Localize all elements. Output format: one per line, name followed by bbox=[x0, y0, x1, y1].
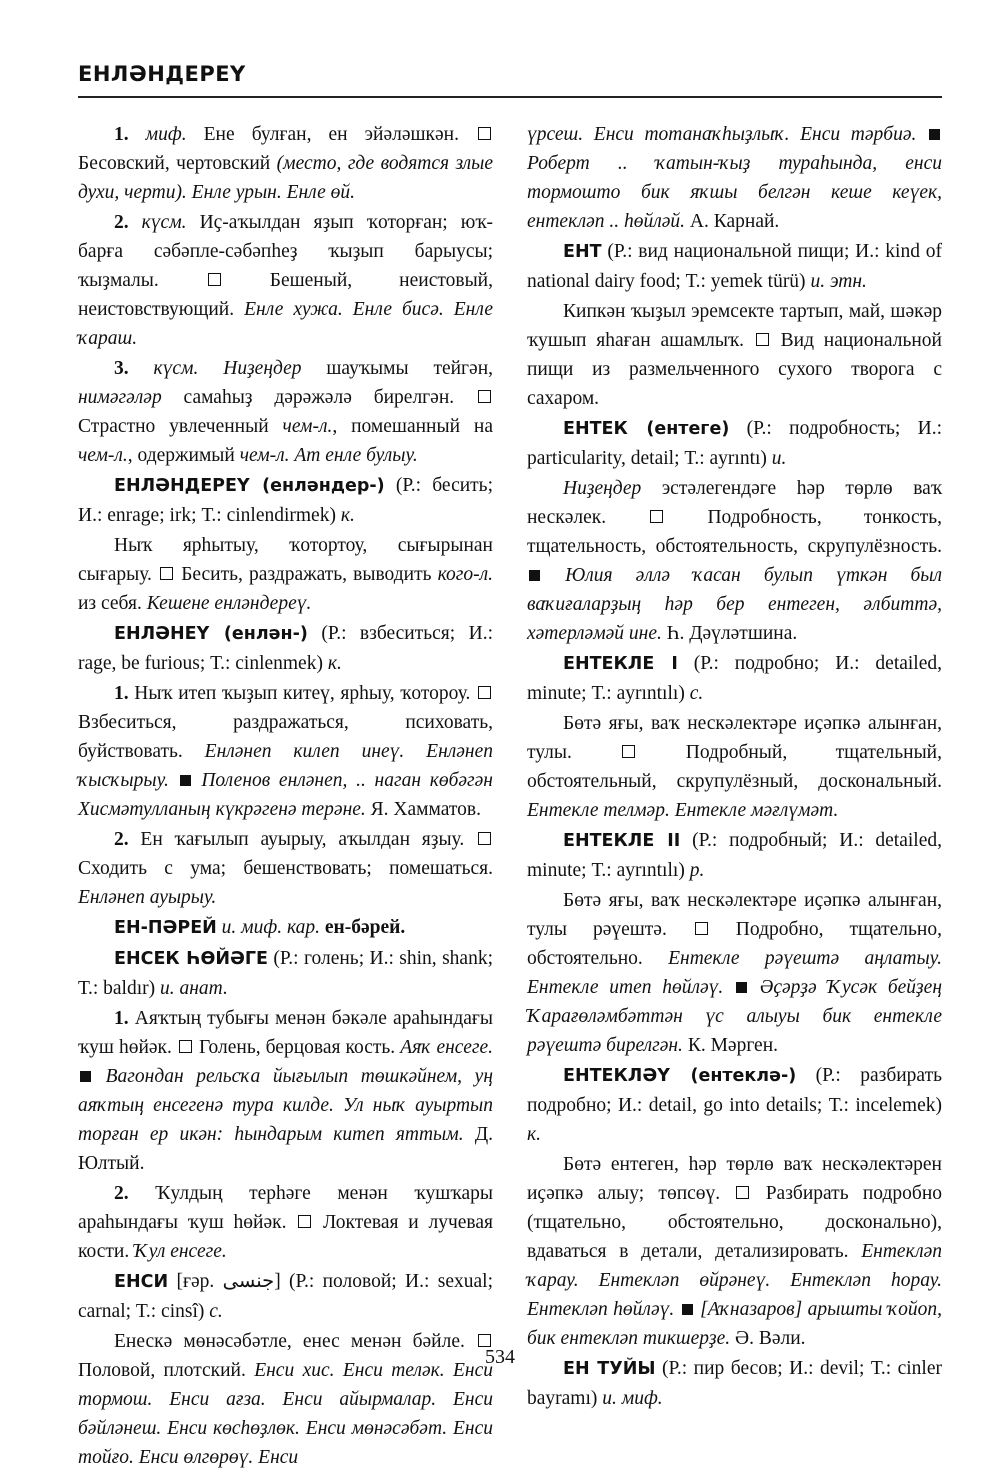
dictionary-paragraph bbox=[78, 208, 493, 353]
italic-text: и. миф. кар. bbox=[216, 917, 320, 938]
body-text: Ныҡ ярһытыу, ҡотортоу, сығырынан сығарыу. bbox=[78, 535, 493, 585]
italic-text: Аяҡ енсеге. bbox=[400, 1037, 493, 1058]
body-text: (Р.: подробность; И.: particularity, detail; Т.: ayrıntı) bbox=[527, 418, 942, 469]
empty-square-icon bbox=[298, 1215, 311, 1228]
filled-square-icon bbox=[80, 1071, 91, 1082]
headword: ЕНСЕК ҺӨЙӘГЕ bbox=[114, 949, 268, 969]
body-text: Бөтә яғы, ваҡ нескәлектәре иҫәпкә алынған, тулы рәүештә. bbox=[527, 890, 942, 940]
headword: ЕНТЕКЛӘҮ (ентеклә-) bbox=[563, 1066, 797, 1086]
body-text: Вид национальной пищи из размельченного сухого творога с сахаром. bbox=[527, 330, 942, 409]
dictionary-paragraph bbox=[78, 354, 493, 470]
body-text: Половой, плотский. bbox=[78, 1360, 255, 1381]
empty-square-icon bbox=[756, 333, 769, 346]
headword: ЕНЛӘНЕҮ (енлән-) bbox=[114, 624, 308, 644]
dictionary-paragraph bbox=[78, 679, 493, 824]
body-text: Аяҡтың тубығы менән бәкәле араһындағы ҡуш һөйәк. bbox=[78, 1008, 494, 1058]
headword: ЕНТ bbox=[563, 242, 602, 262]
italic-text: чем-л. bbox=[78, 445, 128, 466]
body-text: шауҡымы тейгән, bbox=[301, 358, 494, 379]
body-text: Подробность, тонкость, тщательность, обстоятельность, скрупулёзность. bbox=[527, 507, 942, 557]
italic-text: Енле хужа. Енле бисә. Енле ҡараш. bbox=[78, 299, 493, 349]
empty-square-icon bbox=[478, 832, 491, 845]
empty-square-icon bbox=[695, 922, 708, 935]
empty-square-icon bbox=[736, 1186, 749, 1199]
body-text: эстәлегендәге һәр төрлө ваҡ нескәлек. bbox=[527, 478, 942, 528]
body-text: К. Мәрген. bbox=[682, 1035, 779, 1056]
body-text: Бесовский, чертовский bbox=[78, 153, 277, 174]
empty-square-icon bbox=[622, 745, 635, 758]
empty-square-icon bbox=[650, 510, 663, 523]
italic-text: Ентекле телмәр. Ентекле мәғлүмәт. bbox=[527, 800, 839, 821]
dictionary-paragraph bbox=[527, 709, 942, 825]
header-rule bbox=[78, 96, 942, 98]
dictionary-paragraph bbox=[78, 471, 493, 530]
body-text: (Р.: голень; И.: shin, shank; Т.: baldır) bbox=[78, 948, 493, 999]
italic-text: (место, где водятся злые духи, черти). Енле урын. Енле өй. bbox=[78, 153, 493, 203]
italic-text: Ентекле рәүештә аңлатыу. Ентекле итеп һөйләү. bbox=[527, 948, 942, 998]
dictionary-paragraph bbox=[78, 1179, 493, 1266]
italic-text: чем-л. Ат енле булыу. bbox=[239, 445, 418, 466]
italic-text: с. bbox=[209, 1301, 223, 1322]
bold-text: 1. bbox=[114, 1008, 135, 1029]
italic-text: Әҫәрҙә Ҡусәк бейҙең Ҡарағөләмбәттән үс алыуы бик ентекле рәүештә бирелгән. bbox=[527, 977, 942, 1056]
right-column bbox=[527, 120, 942, 1414]
italic-text: [Аҡназаров] арышты ҡойоп, бик ентекләп тикшерҙе. bbox=[527, 1299, 942, 1349]
body-text: (Р.: взбеситься; И.: rage, be furious; Т.: cinlenmek) bbox=[78, 623, 493, 674]
empty-square-icon bbox=[160, 567, 173, 580]
dictionary-paragraph bbox=[527, 1061, 942, 1149]
body-text: Взбеситься, раздражаться, психовать, буйствовать. bbox=[78, 712, 493, 762]
italic-text: күсм. Ниҙеңдер bbox=[153, 358, 302, 379]
bold-text: 1. bbox=[114, 683, 135, 704]
dictionary-paragraph bbox=[527, 826, 942, 885]
italic-text: Ниҙеңдер bbox=[563, 478, 642, 499]
headword: ЕНТЕКЛЕ I bbox=[563, 654, 678, 674]
body-text: Голень, берцовая кость. bbox=[193, 1037, 401, 1058]
empty-square-icon bbox=[179, 1040, 192, 1053]
body-text: (Р.: подробно; И.: detailed, minute; Т.: ayrıntılı) bbox=[527, 653, 943, 704]
body-text: , одержимый bbox=[127, 445, 240, 466]
bold-text: 2. bbox=[114, 829, 141, 850]
italic-text: Кешене енләндереү. bbox=[146, 593, 312, 614]
italic-text: Вагондан рельсҡа йығылып төшкәйнем, уң аяҡтың енсегенә тура килде. Ул ныҡ ауыртып торған ер икән: һындарым китеп яттым. bbox=[78, 1066, 493, 1145]
page-number: 534 bbox=[485, 1346, 515, 1368]
filled-square-icon bbox=[929, 129, 940, 140]
filled-square-icon bbox=[682, 1304, 693, 1315]
body-text: (Р.: подробный; И.: detailed, minute; Т.: ayrıntılı) bbox=[527, 830, 942, 881]
body-text: Иҫ-аҡылдан яҙып ҡоторған; юҡ-барға сәбәпле-сәбәпһеҙ ҡыҙып барыусы; ҡыҙмалы. bbox=[78, 212, 493, 291]
body-text: Ене булған, ен эйәләшкән. bbox=[186, 124, 476, 145]
italic-text: Ентекләп ҡарау. Ентекләп өйрәнеү. Ентекләп һорау. Ентекләп һөйләү. bbox=[527, 1241, 942, 1320]
dictionary-paragraph bbox=[527, 886, 942, 1060]
body-text: Страстно увлеченный bbox=[78, 416, 283, 437]
body-text: Локтевая и лучевая кости. bbox=[78, 1212, 493, 1262]
italic-text: Роберт .. ҡатын-ҡыҙ тураһында, енси тормошто бик яҡшы белгән кеше кеүек, ентекләп .. һөйләй. bbox=[527, 153, 942, 232]
dictionary-paragraph bbox=[78, 531, 493, 618]
italic-text: чем-л. bbox=[282, 416, 333, 437]
italic-text: Поленов енләнеп, .. наган көбәгән Хисмәтулланың күкрәгенә терәне. bbox=[78, 770, 493, 820]
italic-text: и. этн. bbox=[810, 271, 867, 292]
italic-text: күсм. bbox=[141, 212, 187, 233]
italic-text: и. анат. bbox=[159, 978, 228, 999]
dictionary-paragraph bbox=[527, 120, 942, 236]
italic-text: к. bbox=[340, 505, 355, 526]
body-text: А. Карнай. bbox=[685, 211, 780, 232]
body-text: Д. Юлтый. bbox=[78, 1124, 493, 1174]
body-text: Подробно, тщательно, обстоятельно. bbox=[527, 919, 942, 969]
bold-text: 2. bbox=[114, 212, 142, 233]
body-text: Ныҡ итеп ҡыҙып китеү, ярһыу, ҡотороу. bbox=[134, 683, 476, 704]
body-text: Сходить с ума; бешенствовать; помешаться. bbox=[78, 858, 493, 879]
left-column bbox=[78, 120, 493, 1473]
dictionary-paragraph bbox=[527, 649, 942, 708]
body-text: Разбирать подробно (тщательно, обстоятельно, досконально), вдаваться в детали, детализировать. bbox=[527, 1183, 943, 1262]
body-text: (Р.: вид национальной пищи; И.: kind of national dairy food; Т.: yemek türü) bbox=[527, 241, 942, 292]
body-text: , помешанный на bbox=[332, 416, 493, 437]
body-text: самаһыҙ дәрәжәлә бирелгән. bbox=[161, 387, 476, 408]
headword: ЕНЛӘНДЕРЕҮ (енләндер-) bbox=[114, 476, 385, 496]
headword: ЕН-ПӘРЕЙ bbox=[114, 918, 217, 938]
body-text: Бесить, раздражать, выводить bbox=[175, 564, 438, 585]
dictionary-paragraph bbox=[78, 944, 493, 1003]
body-text: Бешеный, неистовый, неистовствующий. bbox=[78, 270, 493, 320]
italic-text: к. bbox=[327, 653, 342, 674]
bold-text: ен-бәрей. bbox=[324, 917, 406, 938]
body-text: из себя. bbox=[78, 593, 147, 614]
bold-text: 2. bbox=[114, 1183, 156, 1204]
body-text: Енескә мөнәсәбәтле, енес менән бәйле. bbox=[114, 1331, 476, 1352]
body-text: [ғәр. جنسى] (Р.: половой; И.: sexual; carnal; Т.: cinsî) bbox=[78, 1271, 493, 1322]
body-text: Ен ҡағылып ауырыу, аҡылдан яҙыу. bbox=[140, 829, 476, 850]
empty-square-icon bbox=[478, 686, 491, 699]
italic-text: Ҡул енсеге. bbox=[134, 1241, 227, 1262]
headword: ЕНСИ bbox=[114, 1272, 169, 1292]
empty-square-icon bbox=[478, 127, 491, 140]
bold-text: 1. bbox=[114, 124, 146, 145]
body-text: Кипкән ҡыҙыл эремсекте тартып, май, шәкәр ҡушып яһаған ашамлыҡ. bbox=[527, 301, 942, 351]
body-text: (Р.: разбирать подробно; И.: detail, go into details; Т.: incelemek) bbox=[527, 1065, 942, 1116]
dictionary-paragraph bbox=[527, 297, 942, 413]
italic-text: и. миф. bbox=[602, 1388, 663, 1409]
italic-text: Енси хис. Енси теләк. Енси тормош. Енси ағза. Енси айырмалар. Енси бәйләнеш. Енси көсһөҙлөк. Енси мөнәсәбәт. Енси тойғо. Енси өлгөрөү. Енси bbox=[78, 1360, 493, 1468]
italic-text: и. bbox=[771, 448, 787, 469]
empty-square-icon bbox=[478, 390, 491, 403]
body-text: Подробный, тщательный, обстоятельный, скрупулёзный, доскональный. bbox=[527, 742, 942, 792]
bold-text: 3. bbox=[114, 358, 154, 379]
italic-text: Енләнеп ауырыу. bbox=[78, 887, 217, 908]
dictionary-paragraph bbox=[78, 825, 493, 912]
headword: ЕНТЕК (ентеге) bbox=[563, 419, 730, 439]
dictionary-paragraph bbox=[527, 414, 942, 473]
body-text: Я. Хамматов. bbox=[365, 799, 481, 820]
italic-text: Юлия әллә ҡасан булып үткән был ваҡиғаларҙың һәр бер ентеген, әлбиттә, хәтерләмәй ине. bbox=[527, 565, 942, 644]
dictionary-paragraph bbox=[78, 1004, 493, 1178]
dictionary-paragraph bbox=[527, 474, 942, 648]
italic-text: с. bbox=[689, 683, 704, 704]
filled-square-icon bbox=[180, 775, 191, 786]
italic-text: р. bbox=[689, 860, 705, 881]
dictionary-paragraph bbox=[78, 1267, 493, 1326]
body-text: (Р.: бесить; И.: enrage; irk; Т.: cinlendirmek) bbox=[78, 475, 493, 526]
italic-text: Енләнеп килеп инеү. Енләнеп ҡысҡырыу. bbox=[78, 741, 493, 791]
body-text: Ҡулдың терһәге менән ҡушҡары араһындағы ҡуш һөйәк. bbox=[78, 1183, 494, 1233]
dictionary-paragraph bbox=[78, 913, 493, 943]
body-text: Бөтә яғы, ваҡ нескәлектәре иҫәпкә алынған, тулы. bbox=[527, 713, 942, 763]
headword: ЕН ТУЙЫ bbox=[563, 1359, 656, 1379]
italic-text: нимәгәләр bbox=[78, 387, 162, 408]
dictionary-paragraph bbox=[78, 619, 493, 678]
dictionary-paragraph bbox=[527, 1150, 942, 1353]
filled-square-icon bbox=[529, 570, 540, 581]
italic-text: к. bbox=[527, 1124, 541, 1145]
italic-text: кого-л. bbox=[437, 564, 493, 585]
italic-text: миф. bbox=[145, 124, 187, 145]
body-text: Ә. Вәли. bbox=[730, 1328, 806, 1349]
headword: ЕНТЕКЛЕ II bbox=[563, 831, 681, 851]
filled-square-icon bbox=[736, 982, 747, 993]
empty-square-icon bbox=[208, 273, 221, 286]
body-text: Һ. Дәүләтшина. bbox=[661, 623, 798, 644]
dictionary-paragraph bbox=[527, 237, 942, 296]
body-text: Бөтә ентеген, һәр төрлө ваҡ нескәлектәрен иҫәпкә алыу; төпсөү. bbox=[527, 1154, 942, 1204]
running-header: ЕНЛӘНДЕРЕҮ bbox=[78, 62, 246, 86]
italic-text: үрсеш. Енси тотанаҡһыҙлыҡ. Енси тәрбиә. bbox=[527, 124, 927, 145]
dictionary-paragraph bbox=[78, 120, 493, 207]
body-text: (Р.: пир бесов; И.: devil; Т.: cinler bayramı) bbox=[527, 1358, 942, 1409]
